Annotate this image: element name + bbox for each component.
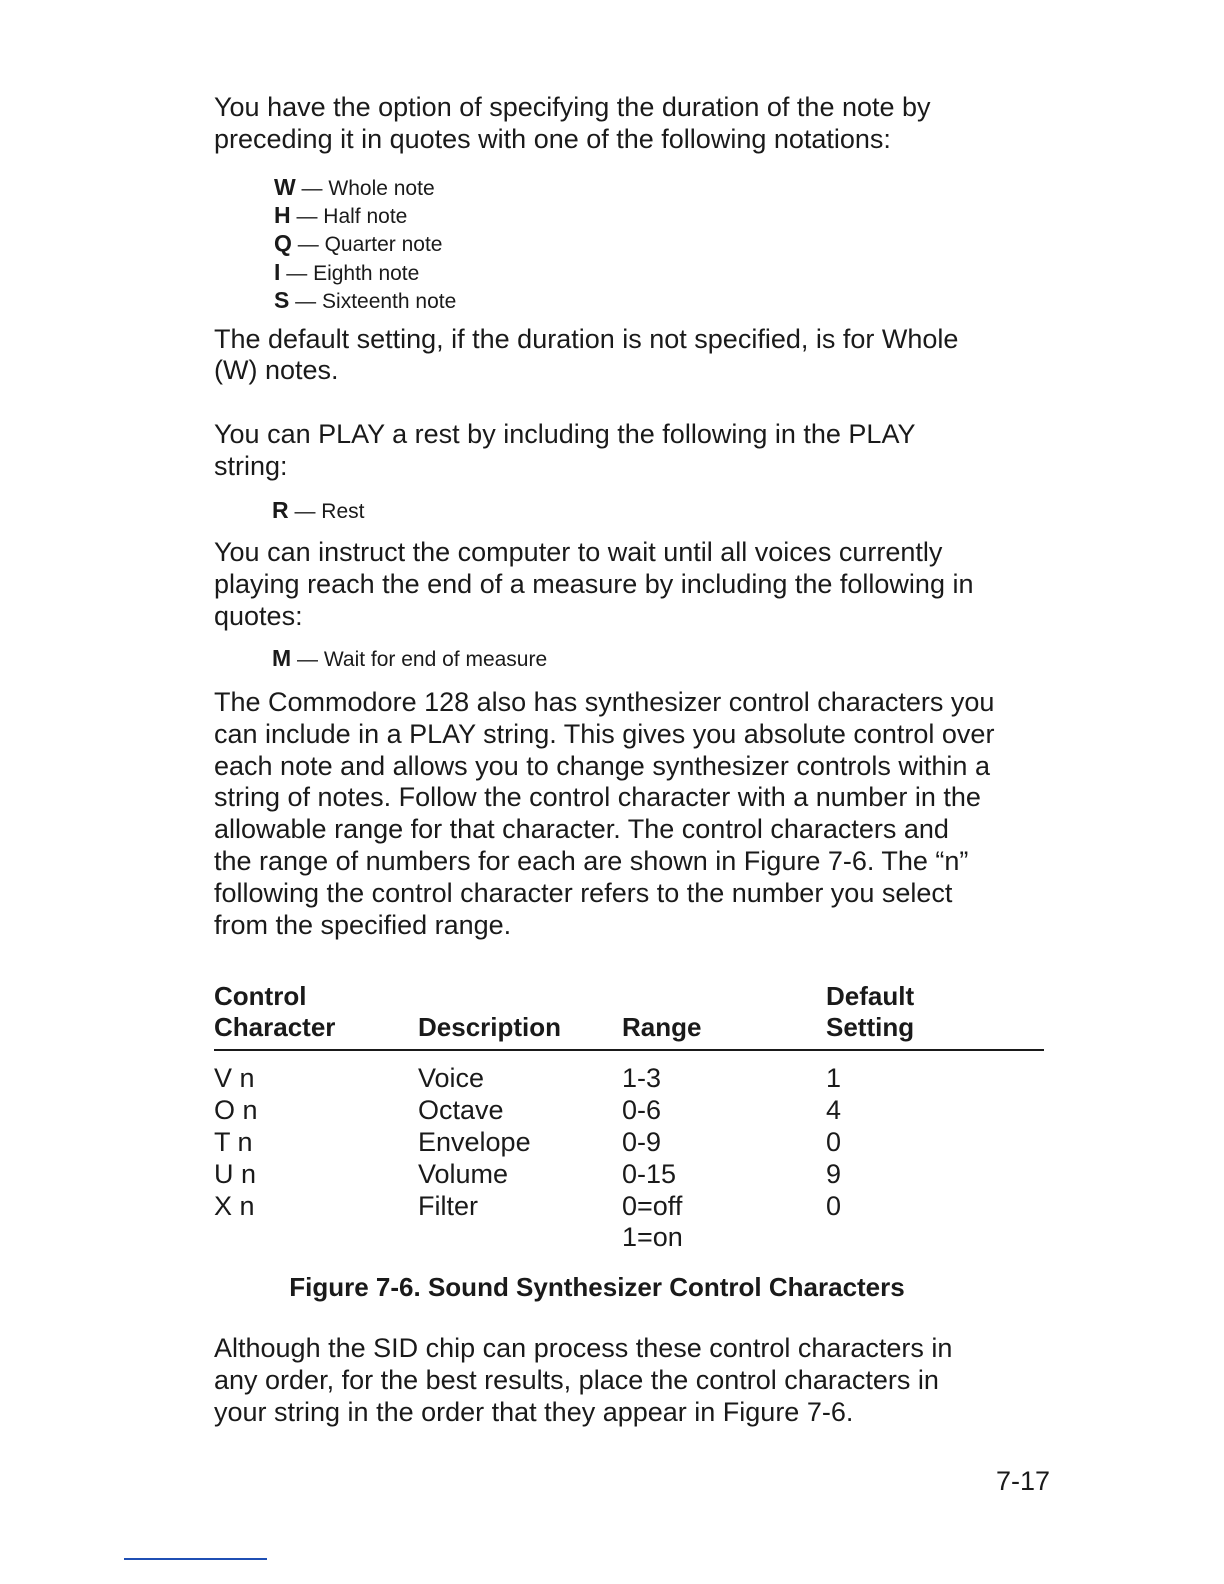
table-row xyxy=(214,1050,1044,1095)
notation-item: M — Wait for end of measure xyxy=(272,644,548,671)
cell-range: 1-3 xyxy=(622,1063,662,1094)
notation-code: M xyxy=(272,644,292,671)
cell-description: Octave xyxy=(418,1095,504,1126)
notation-label: Sixteenth note xyxy=(322,290,457,314)
notation-item: W — Whole note xyxy=(274,173,435,200)
notation-item: R — Rest xyxy=(272,496,365,523)
measure-paragraph: You can instruct the computer to wait until all voices currently playing reach the end of a measure by including the following in quotes: xyxy=(214,537,974,631)
notation-item: I — Eighth note xyxy=(274,258,420,285)
cell-control: V n xyxy=(214,1063,255,1094)
duration-notation-list xyxy=(274,174,1054,316)
table-row xyxy=(214,1159,1044,1191)
notation-label: Half note xyxy=(323,205,408,228)
cell-description: Voice xyxy=(418,1063,485,1094)
notation-code: S xyxy=(274,287,290,314)
cell-control: O n xyxy=(214,1095,258,1126)
cell-range: 0=off 1=on xyxy=(622,1190,683,1253)
table-row xyxy=(214,1191,1044,1255)
cell-range: 0-6 xyxy=(622,1095,662,1126)
control-characters-table xyxy=(214,981,1044,1254)
notation-code: I xyxy=(274,258,281,285)
synthesizer-paragraph: The Commodore 128 also has synthesizer control characters you can include in a PLAY string. This gives you absolute control over each note and allows you to change synthesizer controls within a string of notes. Follow the control character with a number in the allowable range for that character. The control characters and the range of numbers for each are shown in Figure 7-6. The “n” following the control character refers to the number you select from the specified range. xyxy=(214,687,995,940)
table-row xyxy=(214,1095,1044,1127)
rest-notation xyxy=(272,497,1054,525)
cell-range: 0-15 xyxy=(622,1158,677,1189)
cell-default: 1 xyxy=(826,1063,842,1094)
intro-paragraph: You have the option of specifying the duration of the note by preceding it in quotes with one of the following notations: xyxy=(214,92,931,154)
default-duration-paragraph: The default setting, if the duration is not specified, is for Whole (W) notes. xyxy=(214,323,959,386)
notation-label: Rest xyxy=(321,499,365,523)
notation-item: H — Half note xyxy=(274,202,408,228)
table-row xyxy=(214,1127,1044,1159)
cell-control: X n xyxy=(214,1190,255,1221)
page-number: 7-17 xyxy=(996,1466,1051,1496)
notation-code: Q xyxy=(274,230,292,257)
bottom-divider xyxy=(124,1558,267,1560)
cell-default: 4 xyxy=(826,1095,842,1126)
measure-notation xyxy=(272,645,1054,673)
notation-item: S — Sixteenth note xyxy=(274,287,457,314)
page-body xyxy=(214,92,1054,1429)
notation-item: Q — Quarter note xyxy=(274,230,443,257)
closing-paragraph: Although the SID chip can process these control characters in any order, for the best results, place the control characters in your string in the order that they appear in Figure 7-6. xyxy=(214,1333,953,1427)
notation-code: H xyxy=(274,202,291,228)
notation-label: Wait for end of measure xyxy=(323,647,548,671)
cell-description: Volume xyxy=(418,1158,509,1189)
notation-label: Quarter note xyxy=(324,233,443,257)
header-default-setting: Default Setting xyxy=(826,981,1044,1050)
notation-label: Eighth note xyxy=(313,261,420,285)
cell-control: T n xyxy=(214,1126,253,1157)
cell-description: Filter xyxy=(418,1190,478,1221)
notation-code: R xyxy=(272,496,289,523)
cell-default: 9 xyxy=(826,1158,842,1189)
figure-caption: Figure 7-6. Sound Synthesizer Control Characters xyxy=(289,1272,905,1303)
header-range: Range xyxy=(622,981,826,1050)
cell-control: U n xyxy=(214,1158,257,1189)
cell-range: 0-9 xyxy=(622,1126,662,1157)
notation-code: W xyxy=(274,173,296,200)
header-control-character: Control Character xyxy=(214,981,418,1050)
header-description: Description xyxy=(418,981,622,1050)
cell-default: 0 xyxy=(826,1190,842,1221)
notation-label: Whole note xyxy=(328,176,435,200)
table-header-row xyxy=(214,981,1044,1050)
cell-description: Envelope xyxy=(418,1126,531,1157)
cell-default: 0 xyxy=(826,1126,842,1157)
rest-paragraph: You can PLAY a rest by including the following in the PLAY string: xyxy=(214,419,916,482)
